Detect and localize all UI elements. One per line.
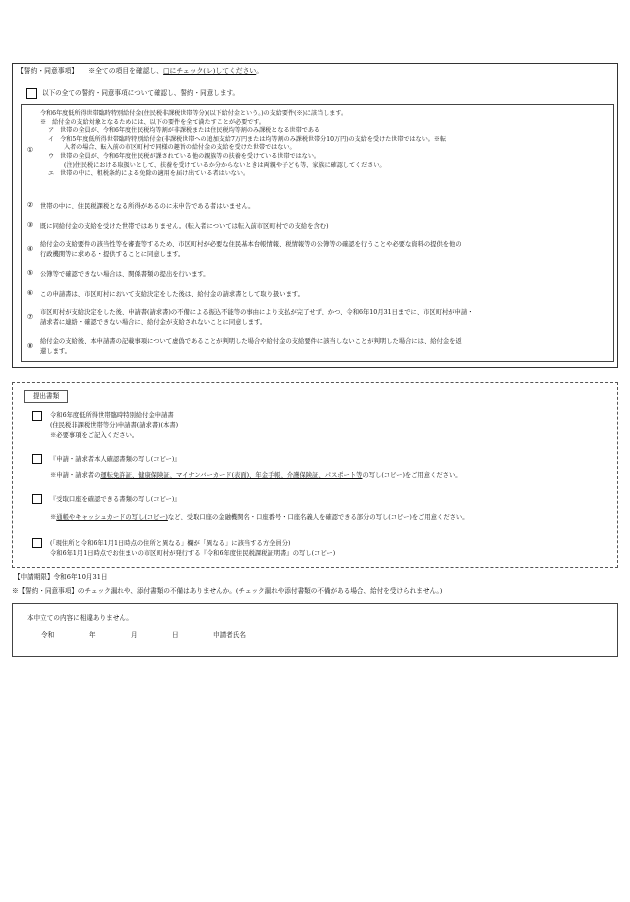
confirm-day: 日 <box>172 631 179 639</box>
item3-text: 既に同給付金の支給を受けた世帯ではありません。(転入者については転入前市区町村での支給を含む) <box>40 223 329 230</box>
item1-line: エ 世帯の中に、租税条約による免除の適用を届け出ている者はいない。 <box>48 170 250 178</box>
item1-line: ア 世帯の全員が、令和6年度住民税均等割が非課税または住民税均等割のみ課税となる世帯である <box>48 127 321 135</box>
pledge-header <box>17 67 263 76</box>
item3-marker: ③ <box>26 221 34 229</box>
documents-label: 提出書類 <box>24 390 68 403</box>
doc4-line2: 令和6年1月1日時点でお住まいの市区町村が発行する『令和6年度住民税課税証明書』の写し(コピー) <box>50 550 336 557</box>
agree-all-checkbox[interactable] <box>26 88 37 99</box>
item7-line1: 市区町村が支給決定をした後、申請書(請求書)の不備による振込不能等の事由により支払が完了せず、かつ、令和6年10月31日までに、市区町村が申請・ <box>40 309 474 316</box>
item2-text: 世帯の中に、住民税課税となる所得があるのに未申告である者はいません。 <box>40 203 255 210</box>
item1-line: 入者の場合、転入前の市区町村で同様の趣旨の給付金の支給を受けた世帯ではない。 <box>64 144 296 152</box>
doc3-note-prefix: ※ <box>50 514 57 521</box>
doc2-title: 『申請・請求者本人確認書類の写し(コピー)』 <box>50 456 181 463</box>
doc4-checkbox[interactable] <box>32 538 42 548</box>
doc4-line1: (「現住所と令和6年1月1日時点の住所と異なる」欄が「異なる」に該当する方全員分) <box>50 540 291 547</box>
confirm-year: 年 <box>89 631 96 639</box>
doc3-title: 『受取口座を確認できる書類の写し(コピー)』 <box>50 496 181 503</box>
doc2-note <box>50 471 462 480</box>
item4-line2: 行政機関等に求める・提供することに同意します。 <box>40 251 185 258</box>
pledge-header-note-c: 。 <box>256 67 263 75</box>
item1-text <box>40 110 446 179</box>
item2-marker: ② <box>26 201 34 209</box>
doc2-checkbox[interactable] <box>32 454 42 464</box>
doc3-checkbox[interactable] <box>32 494 42 504</box>
item4-line1: 給付金の支給要件の該当性等を審査等するため、市区町村が必要な住民基本台帳情報、税情報等の公簿等の確認を行うことや必要な資料の提供を他の <box>40 241 462 248</box>
doc1-line1: 令和6年度低所得世帯臨時特別給付金申請書 <box>50 412 174 419</box>
item1-marker: ① <box>26 146 34 154</box>
doc3-note <box>50 513 469 522</box>
doc1-line3: ※必要事項をご記入ください。 <box>50 432 139 439</box>
item5-text: 公簿等で確認できない場合は、関係書類の提出を行います。 <box>40 271 210 278</box>
deadline-text: 【申請期限】令和6年10月31日 <box>14 573 108 581</box>
pledge-header-note-b: □にチェック(レ)してください <box>163 67 257 75</box>
confirm-applicant-label: 申請者氏名 <box>213 631 246 639</box>
item7-line2: 請求者に連絡・確認できない場合に、給付金が支給されないことに同意します。 <box>40 319 267 326</box>
item7-marker: ⑦ <box>26 313 34 321</box>
confirm-era: 令和 <box>41 631 55 639</box>
item8-line1: 給付金の支給後、本申請書の記載事項について虚偽であることが判明した場合や給付金の支給要件に該当しないことが判明した場合には、給付金を返 <box>40 338 462 345</box>
pledge-header-note-a: ※全ての項目を確認し、 <box>88 67 164 75</box>
check-note: ※【誓約・同意事項】のチェック漏れや、添付書類の不備はありませんか。(チェック漏れや添付書類の不備がある場合、給付を受けられません。) <box>12 587 443 595</box>
item8-marker: ⑧ <box>26 342 34 350</box>
doc3-note-suffix: など、受取口座の金融機関名・口座番号・口座名義人を確認できる部分の写し(コピー)をご用意ください。 <box>167 514 469 521</box>
confirm-box <box>12 603 618 657</box>
doc3-note-underlined: 通帳やキャッシュカードの写し(コピー) <box>56 514 168 521</box>
agree-all-text: 以下の全ての誓約・同意事項について確認し、誓約・同意します。 <box>42 89 240 97</box>
item1-line: (注)住民税における取扱いとして、扶養を受けているか分からないときは両親や子ども等、家族に確認してください。 <box>64 161 386 169</box>
doc2-note-underlined: 運転免許証、健康保険証、マイナンバーカード(表面)、年金手帳、介護保険証、パスポート等 <box>100 472 363 479</box>
item5-marker: ⑤ <box>26 269 34 277</box>
doc2-note-suffix: の写し(コピー)をご用意ください。 <box>362 472 462 479</box>
item1-line: 令和6年度低所得世帯臨時特別給付金(住民税非課税世帯等分)(以下給付金という。)の支給要件(※)に該当します。 <box>40 110 348 117</box>
item6-marker: ⑥ <box>26 289 34 297</box>
item8-line2: 還します。 <box>40 348 71 355</box>
doc1-line2: (住民税非課税世帯等分)申請書(請求書)(本書) <box>50 422 179 429</box>
item1-line: ウ 世帯の全員が、令和6年度住民税が課されている他の親族等の扶養を受けている世帯ではない。 <box>48 152 321 160</box>
item1-line: イ 令和5年度低所得世帯臨時特別給付金(非課税世帯への追加支給7万円または均等割のみ課税世帯分10万円)の支給を受けた世帯ではない。※転 <box>48 135 447 143</box>
confirm-month: 月 <box>131 631 138 639</box>
item6-text: この申請書は、市区町村において支給決定をした後は、給付金の請求書として取り扱います。 <box>40 291 304 298</box>
item1-line: ※ 給付金の支給対象となるためには、以下の要件を全て満たすことが必要です。 <box>40 118 265 126</box>
confirm-statement: 本申立ての内容に相違ありません。 <box>27 614 133 622</box>
pledge-header-label: 【誓約・同意事項】 <box>17 67 79 75</box>
doc2-note-prefix: ※申請・請求者の <box>50 472 101 479</box>
item4-marker: ④ <box>26 245 34 253</box>
doc1-checkbox[interactable] <box>32 411 42 421</box>
